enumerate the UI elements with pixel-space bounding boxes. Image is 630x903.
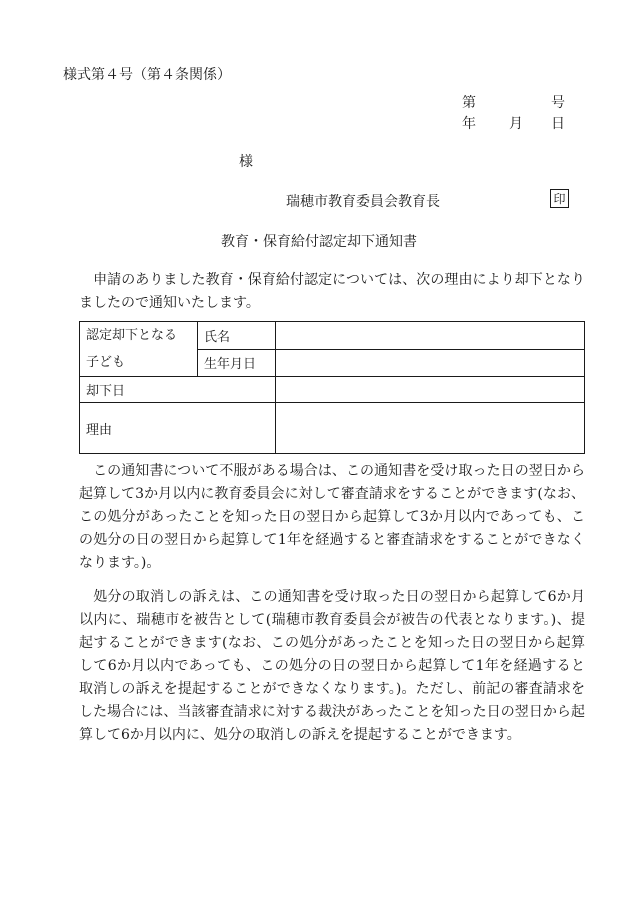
birthdate-label: 生年月日 bbox=[198, 349, 276, 377]
appeal-notice-paragraph bbox=[79, 460, 585, 575]
reason-label: 理由 bbox=[80, 403, 276, 454]
subject-label-cell bbox=[80, 322, 198, 377]
table-row bbox=[80, 377, 585, 403]
issuer-name: 瑞穂市教育委員会教育長 bbox=[286, 194, 440, 210]
rejection-date-label: 却下日 bbox=[80, 377, 276, 403]
intro-paragraph bbox=[79, 269, 585, 315]
subject-label-line2: 子ども bbox=[86, 355, 126, 370]
lawsuit-notice-text: 処分の取消しの訴えは、この通知書を受け取った日の翌日から起算して6か月以内に、瑞穂市を被告として(瑞穂市教育委員会が被告の代表となります。)、提起することができます(なお、この処分があったことを知った日の翌日から起算して6か月以内であっても、この処分の日の翌日から起算して1年を経過すると取消しの訴えを提起することができなくなります。)。ただし、前記の審査請求をした場合には、当該審査請求に対する裁決があったことを知った日の翌日から起算して6か月以内に、処分の取消しの訴えを提起することができます。 bbox=[79, 589, 585, 743]
name-label: 氏名 bbox=[198, 322, 276, 350]
date-day-label: 日 bbox=[551, 116, 565, 132]
form-number: 様式第４号（第４条関係） bbox=[63, 67, 231, 83]
table-row bbox=[80, 322, 585, 350]
intro-text: 申請のありました教育・保育給付認定については、次の理由により却下となりましたので通知いたします。 bbox=[79, 272, 585, 311]
seal-mark: 印 bbox=[550, 189, 569, 208]
table-row bbox=[80, 403, 585, 454]
date-year-label: 年 bbox=[462, 116, 476, 132]
rejection-date-value-cell[interactable] bbox=[276, 377, 585, 403]
date-month-label: 月 bbox=[509, 116, 523, 132]
document-title: 教育・保育給付認定却下通知書 bbox=[221, 234, 417, 250]
name-value-cell[interactable] bbox=[276, 322, 585, 350]
document-number-prefix: 第 bbox=[462, 95, 476, 111]
info-table bbox=[79, 321, 585, 454]
document-number-suffix: 号 bbox=[551, 95, 565, 111]
lawsuit-notice-paragraph bbox=[79, 586, 585, 747]
appeal-notice-text: この通知書について不服がある場合は、この通知書を受け取った日の翌日から起算して3か月以内に教育委員会に対して審査請求をすることができます(なお、この処分があったことを知った日の翌日から起算して3か月以内であっても、この処分の日の翌日から起算して1年を経過すると審査請求をすることができなくなります。)。 bbox=[79, 463, 585, 571]
subject-label-line1: 認定却下となる bbox=[86, 328, 178, 343]
reason-value-cell[interactable] bbox=[276, 403, 585, 454]
recipient-honorific: 様 bbox=[239, 154, 253, 170]
birthdate-value-cell[interactable] bbox=[276, 349, 585, 377]
